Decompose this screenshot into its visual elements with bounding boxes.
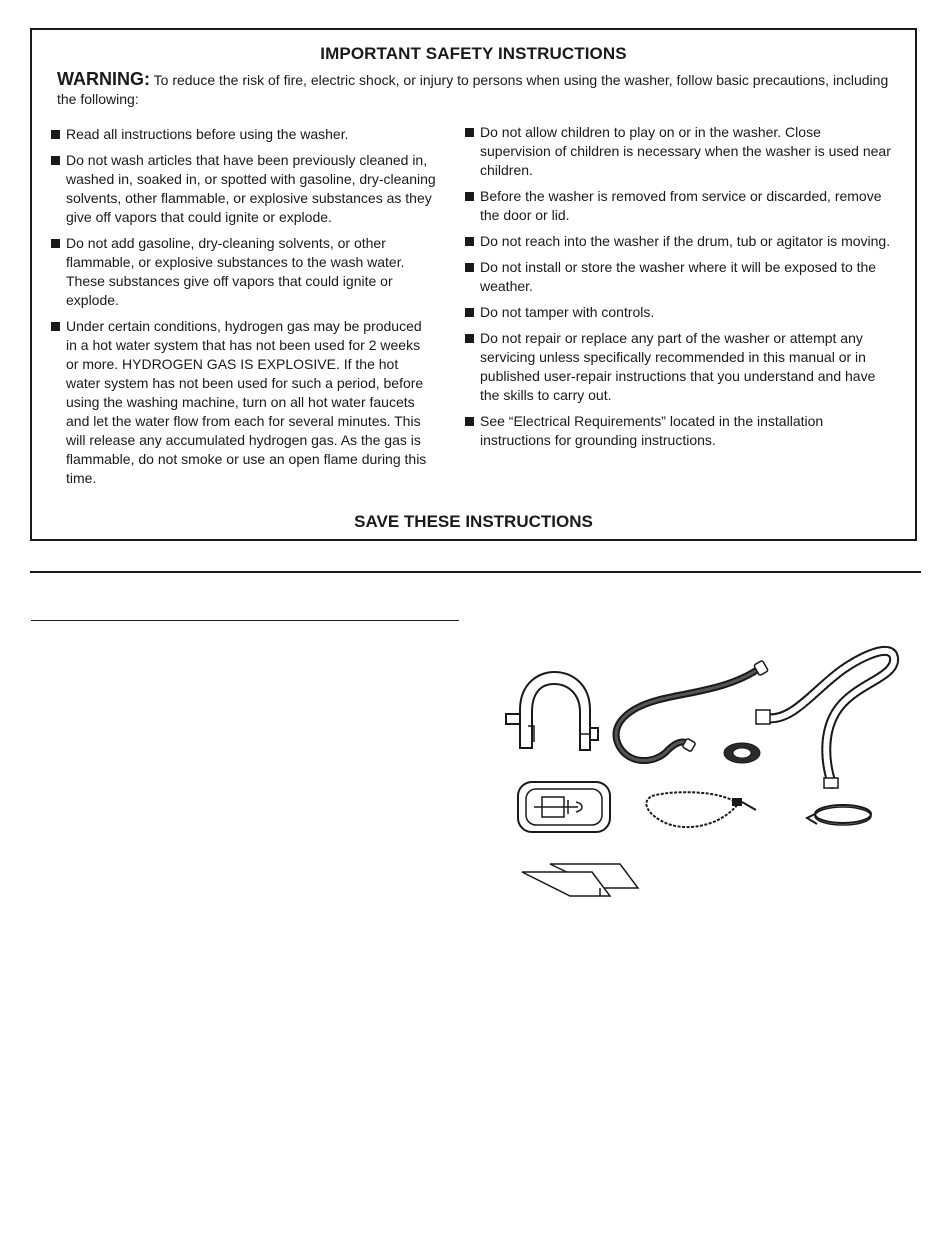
bullet-icon <box>465 334 474 343</box>
list-item: Do not reach into the washer if the drum, tub or agitator is moving. <box>465 232 895 251</box>
rubber-washer-icon <box>722 740 762 766</box>
warning-paragraph <box>57 70 892 109</box>
bullet-icon <box>465 308 474 317</box>
bullet-icon <box>465 128 474 137</box>
list-item: Do not repair or replace any part of the washer or attempt any servicing unless specifically recommended in this manual or in published user-repair instructions that you understand and have the skills to carry out. <box>465 329 895 405</box>
list-item: Do not allow children to play on or in the washer. Close supervision of children is necessary when the washer is used near children. <box>465 123 895 180</box>
safety-title: IMPORTANT SAFETY INSTRUCTIONS <box>320 44 627 63</box>
list-item: Do not tamper with controls. <box>465 303 895 322</box>
bullet-icon <box>51 130 60 139</box>
bullet-icon <box>51 156 60 165</box>
list-item: Before the washer is removed from service or discarded, remove the door or lid. <box>465 187 895 225</box>
bullet-icon <box>465 263 474 272</box>
drain-hose-icon <box>752 642 902 792</box>
parts-illustration <box>490 640 890 910</box>
bullet-icon <box>51 322 60 331</box>
hose-clamp-icon <box>805 800 875 830</box>
bullet-icon <box>465 417 474 426</box>
section-divider <box>30 571 921 573</box>
cable-tie-icon <box>642 788 762 834</box>
safety-list-right <box>465 123 895 457</box>
list-item: Do not add gasoline, dry-cleaning solvents, or other flammable, or explosive substances to the wash water. These substances give off vapors that could ignite or explode. <box>51 234 436 310</box>
water-drain-cap-icon <box>516 780 612 834</box>
list-item: Do not install or store the washer where it will be exposed to the weather. <box>465 258 895 296</box>
list-item: Under certain conditions, hydrogen gas may be produced in a hot water system that has not been used for 2 weeks or more. HYDROGEN GAS IS EXPLOSIVE. If the hot water system has not been used for such a period, before using the washing machine, turn on all hot water faucets and let the water flow from each for several minutes. This will release any accumulated hydrogen gas. As the gas is flammable, do not smoke or use an open flame during this time. <box>51 317 436 488</box>
list-item: See “Electrical Requirements” located in the installation instructions for grounding instructions. <box>465 412 895 450</box>
save-instructions-heading: SAVE THESE INSTRUCTIONS <box>354 512 593 531</box>
bullet-icon <box>51 239 60 248</box>
bullet-icon <box>465 237 474 246</box>
warning-text: To reduce the risk of fire, electric shock, or injury to persons when using the washer, follow basic precautions, including the following: <box>57 72 889 107</box>
bullet-icon <box>465 192 474 201</box>
list-item: Do not wash articles that have been previously cleaned in, washed in, soaked in, or spotted with gasoline, dry-cleaning solvents, other flammable, or explosive substances as they give off vapors that could ignite or explode. <box>51 151 436 227</box>
u-shaped-hose-form-icon <box>498 670 603 755</box>
safety-list-left <box>51 125 436 495</box>
leveling-pads-icon <box>520 856 640 902</box>
list-item: Read all instructions before using the washer. <box>51 125 436 144</box>
safety-instructions-box <box>30 28 917 541</box>
warning-label: WARNING: <box>57 69 150 89</box>
heading-underline <box>31 620 459 621</box>
